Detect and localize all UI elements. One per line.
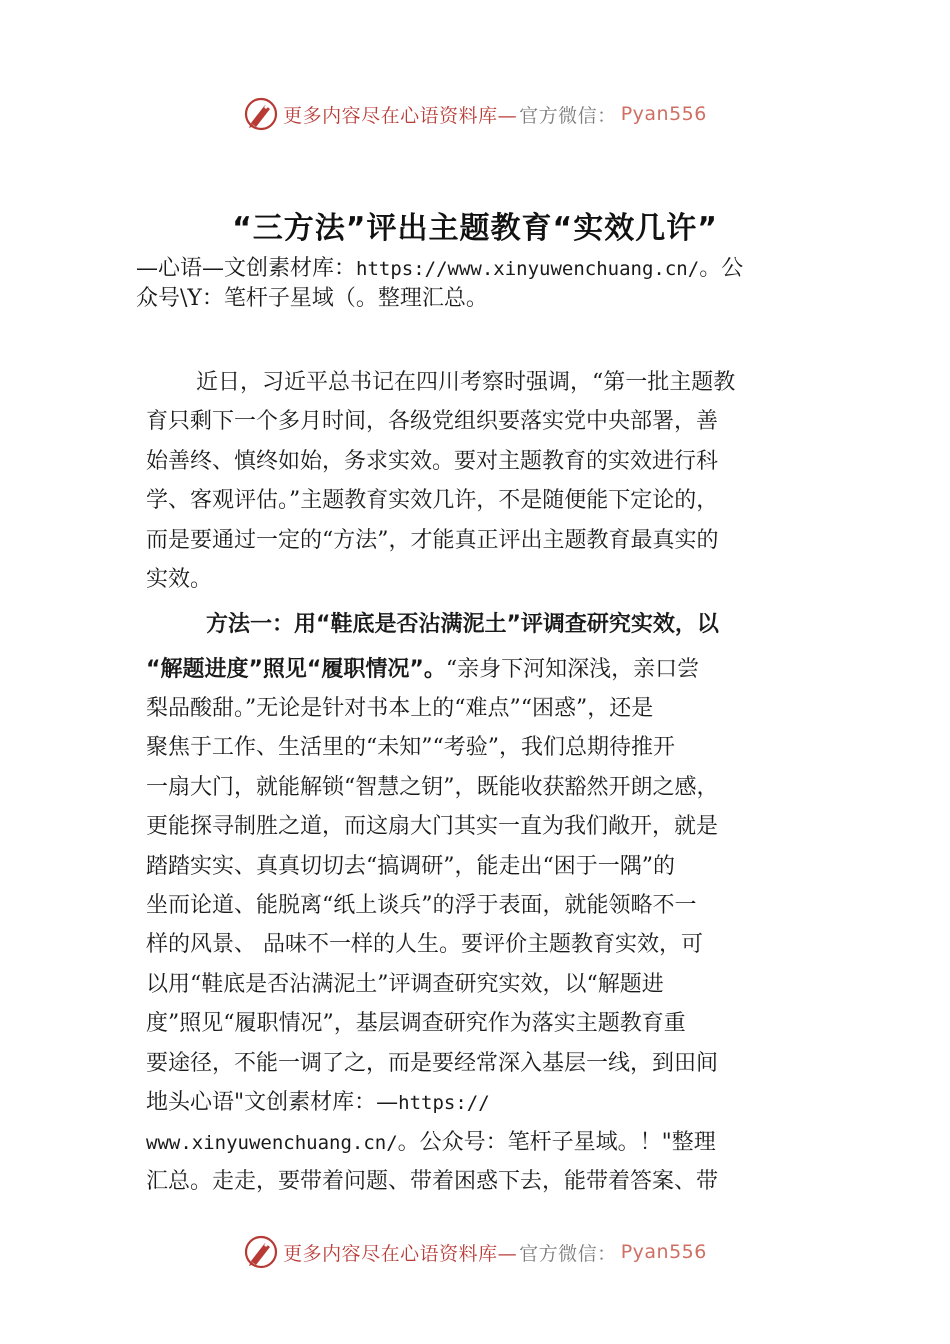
para2-line: 踏踏实实、真真切切去“搞调研”，能走出“困于一隅”的: [146, 854, 675, 879]
footer-banner: [0, 1232, 950, 1272]
banner-wechat-id: Pyan556: [620, 1241, 707, 1263]
source-prefix: —心语—文创素材库：: [136, 256, 357, 281]
banner-brand-text: 更多内容尽在心语资料库—: [283, 104, 518, 127]
para2-line: 度”照见“履职情况”，基层调查研究作为落实主题教育重: [146, 1011, 686, 1036]
para2-line: 一扇大门，就能解锁“智慧之钥”，既能收获豁然开朗之感，: [146, 775, 719, 800]
para2-source-prefix: 地头心语"文创素材库：—: [146, 1090, 399, 1115]
para2-line: 坐而论道、能脱离“纸上谈兵”的浮于表面，就能领略不一: [146, 893, 697, 918]
method1-heading: 方法一：用“鞋底是否沾满泥土”评调查研究实效，以: [206, 612, 719, 637]
para2-line: 聚焦于工作、生活里的“未知”“考验”，我们总期待推开: [146, 735, 675, 760]
para2-line: 样的风景、 品味不一样的人生。要评价主题教育实效，可: [146, 932, 703, 957]
pen-logo-icon: [243, 96, 279, 132]
para2-source-line: [146, 1088, 490, 1118]
para2-url2: www.xinyuwenchuang.cn/: [146, 1132, 398, 1154]
para2-url2-suffix: 。公众号：笔杆子星域。！"整理: [397, 1130, 716, 1155]
para2-line: 要途径，不能一调了之，而是要经常深入基层一线，到田间: [146, 1051, 719, 1076]
source-line-1: [136, 254, 743, 284]
para2-url-line: [146, 1128, 716, 1158]
para1-line: 育只剩下一个多月时间，各级党组织要落实党中央部署，善: [146, 409, 719, 434]
method1-heading-line2: [146, 655, 699, 685]
banner-wechat-label: 官方微信：: [519, 104, 617, 127]
para2-line: 梨品酸甜。”无论是针对书本上的“难点”“困惑”，还是: [146, 696, 654, 721]
para1-line: 始善终、慎终如始，务求实效。要对主题教育的实效进行科: [146, 449, 719, 474]
para2-line: 更能探寻制胜之道，而这扇大门其实一直为我们敞开，就是: [146, 814, 719, 839]
banner-brand-text: 更多内容尽在心语资料库—: [283, 1242, 518, 1265]
para1-line: 而是要通过一定的“方法”，才能真正评出主题教育最真实的: [146, 528, 719, 553]
para1-line: 实效。: [146, 567, 213, 592]
source-line-2: 众号\Y：笔杆子星域（。整理汇总。: [136, 286, 488, 311]
para2-source-url: https://: [398, 1092, 490, 1114]
banner-wechat-id: Pyan556: [620, 103, 707, 125]
para1-line: 学、客观评估。”主题教育实效几许，不是随便能下定论的，: [146, 488, 719, 513]
pen-logo-icon: [243, 1234, 279, 1270]
document-title: “三方法”评出主题教育“实效几许”: [232, 211, 718, 246]
para2-line: 以用“鞋底是否沾满泥土”评调查研究实效，以“解题进: [146, 972, 664, 997]
header-banner: [0, 94, 950, 134]
para2-line: 汇总。走走，要带着问题、带着困惑下去，能带着答案、带: [146, 1169, 719, 1194]
source-url: https://www.xinyuwenchuang.cn/: [356, 258, 700, 280]
method1-heading-rest: “亲身下河知深浅，亲口尝: [445, 657, 700, 682]
method1-heading-bold: “解题进度”照见“履职情况”。: [146, 657, 446, 682]
para1-line: 近日，习近平总书记在四川考察时强调，“第一批主题教: [196, 370, 736, 395]
banner-wechat-label: 官方微信：: [519, 1242, 617, 1265]
source-suffix: 。公: [699, 256, 744, 281]
